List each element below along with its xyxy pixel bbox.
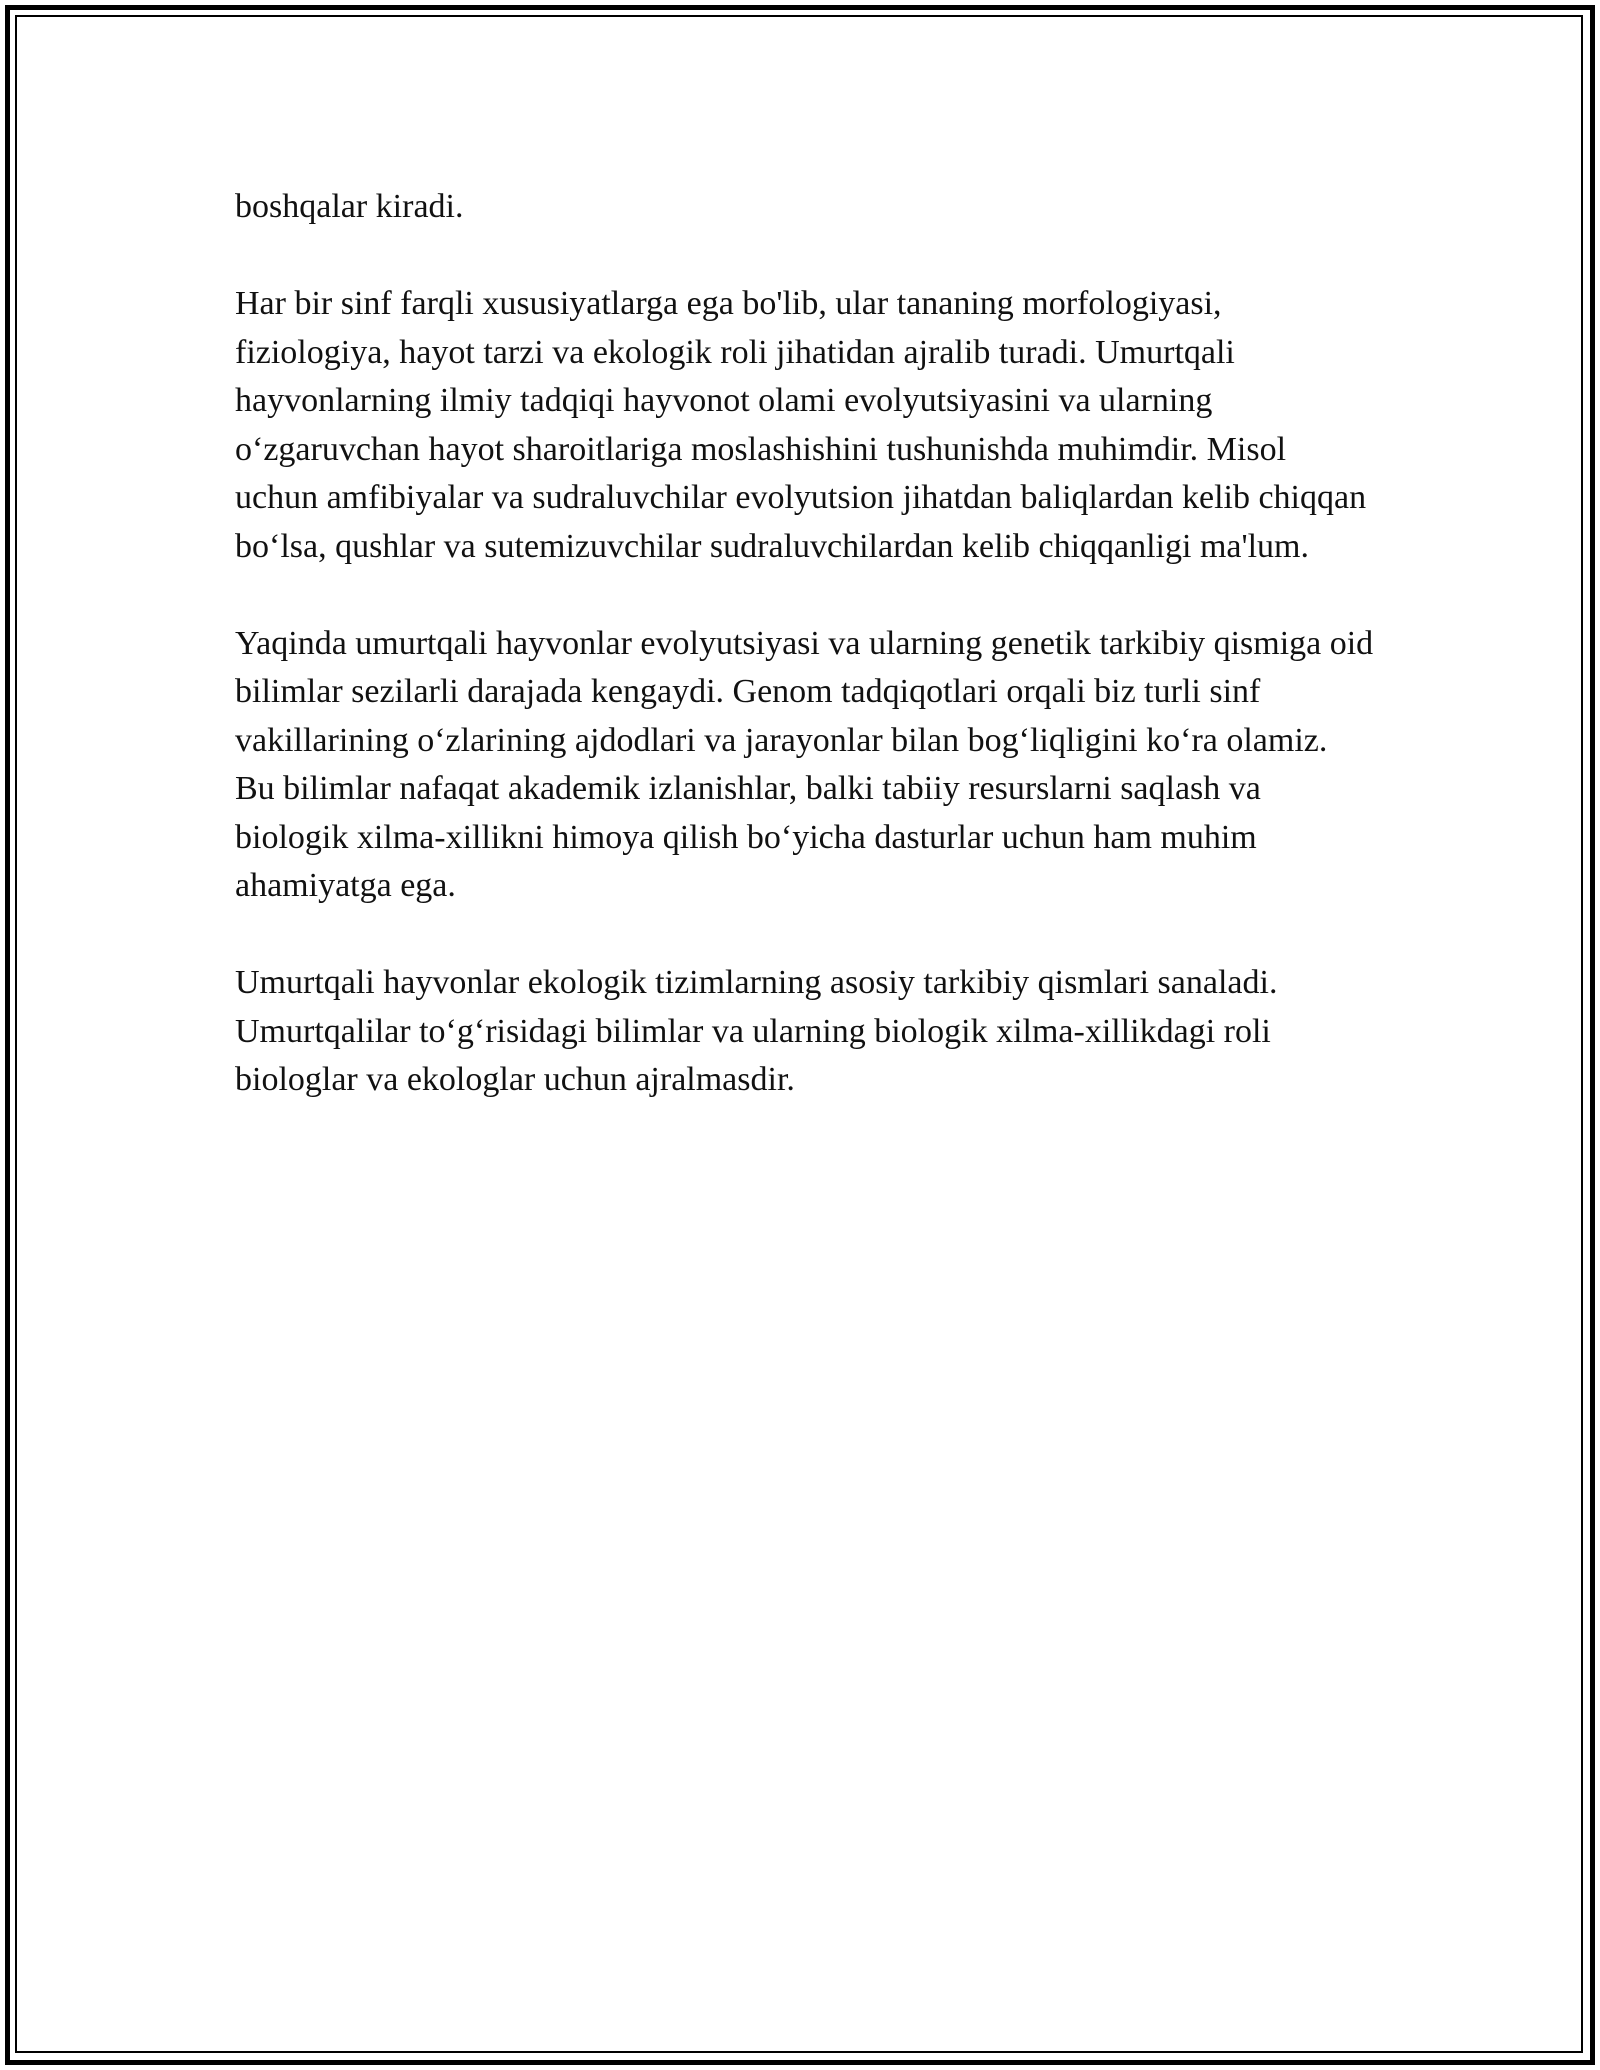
paragraph-classes: Har bir sinf farqli xususiyatlarga ega bo'lib, ular tananing morfologiyasi, fiziologiya, hayot tarzi va ekologik roli jihatidan ajralib turadi. Umurtqali hayvonlarning ilmiy tadqiqi hayvonot olami evolyutsiyasini va ularning o‘zgaruvchan hayot sharoitlariga moslashishini tushunishda muhimdir. Misol uchun amfibiyalar va sudraluvchilar evolyutsion jihatdan baliqlardan kelib chiqqan bo‘lsa, qushlar va sutemizuvchilar sudraluvchilardan kelib chiqqanligi ma'lum. <box>235 285 1367 565</box>
paragraph-genetics: Yaqinda umurtqali hayvonlar evolyutsiyasi va ularning genetik tarkibiy qismiga oid bilimlar sezilarli darajada kengaydi. Genom tadqiqotlari orqali biz turli sinf vakillarining o‘zlarining ajdodlari va jarayonlar bilan bog‘liqligini ko‘ra olamiz. Bu bilimlar nafaqat akademik izlanishlar, balki tabiiy resurslarni saqlash va biologik xilma-xillikni himoya qilish bo‘yicha dasturlar uchun ham muhim ahamiyatga ega. <box>235 624 1374 904</box>
paragraph-continuation: boshqalar kiradi. <box>235 188 464 225</box>
document-body <box>235 183 1375 1153</box>
paragraph-ecology: Umurtqali hayvonlar ekologik tizimlarning asosiy tarkibiy qismlari sanaladi. Umurtqalilar to‘g‘risidagi bilimlar va ularning biologik xilma-xillikdagi roli biologlar va ekologlar uchun ajralmasdir. <box>235 964 1278 1098</box>
